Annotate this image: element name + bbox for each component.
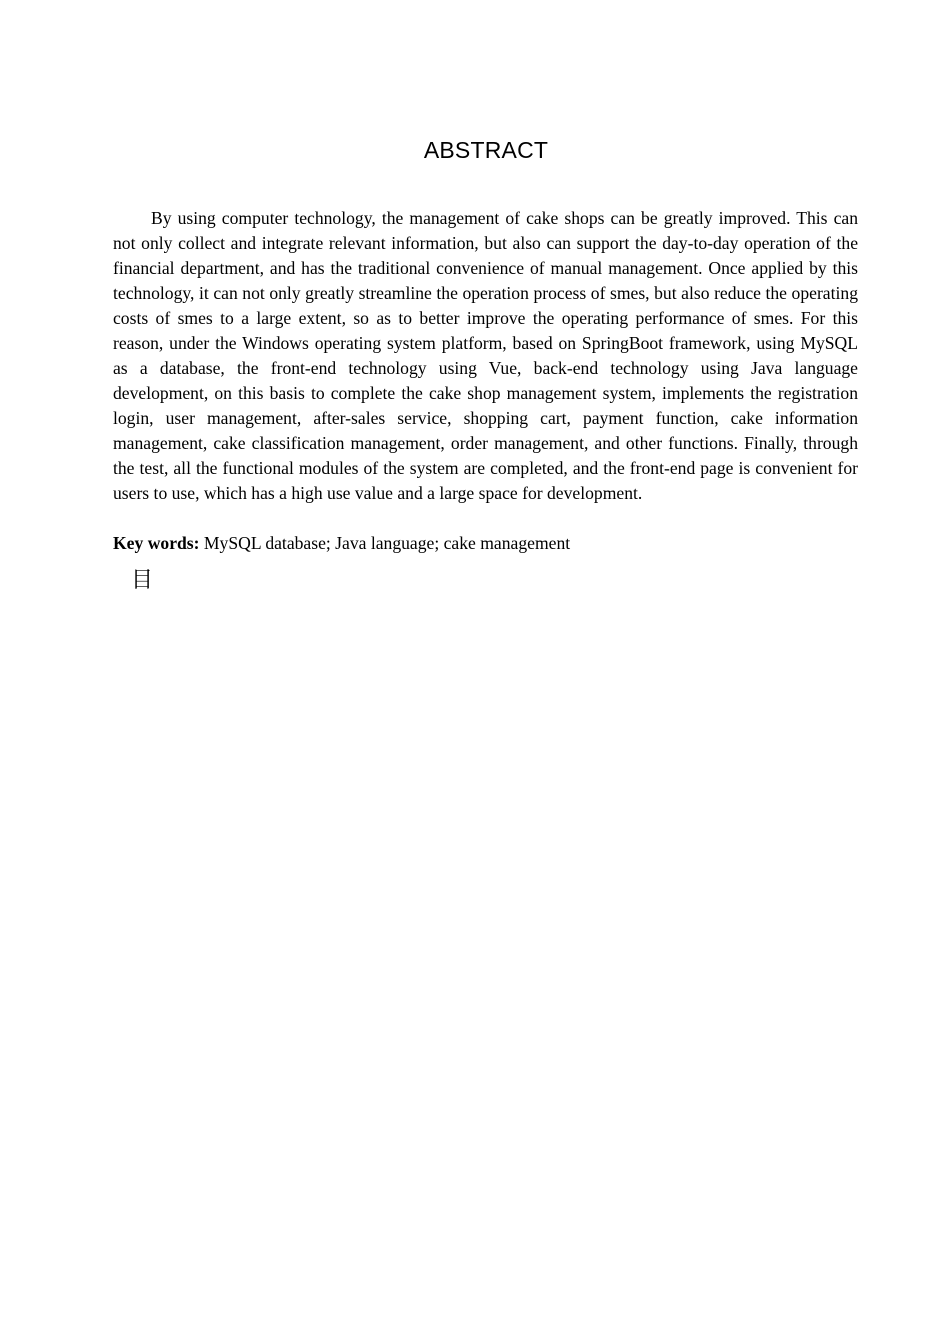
abstract-body: By using computer technology, the management of cake shops can be greatly improved. This can not only collect and integrate relevant information, but also can support the day-to-day operation of the financial department, and has the traditional convenience of manual management. Once applied by this technology, it can not only greatly streamline the operation process of smes, but also reduce the operating costs of smes to a large extent, so as to better improve the operating performance of smes. For this reason, under the Windows operating system platform, based on SpringBoot framework, using MySQL as a database, the front-end technology using Vue, back-end technology using Java language development, on this basis to complete the cake shop management system, implements the registration login, user management, after-sales service, shopping cart, payment function, cake information management, cake classification management, order management, and other functions. Finally, through the test, all the functional modules of the system are completed, and the front-end page is convenient for users to use, which has a high use value and a large space for development.	[113, 208, 858, 503]
toc-heading-fragment: 目	[131, 568, 154, 593]
keywords-label: Key words:	[113, 533, 200, 553]
abstract-title: ABSTRACT	[423, 137, 549, 163]
keywords-line	[113, 531, 858, 556]
keywords-value: MySQL database; Java language; cake management	[199, 533, 571, 553]
